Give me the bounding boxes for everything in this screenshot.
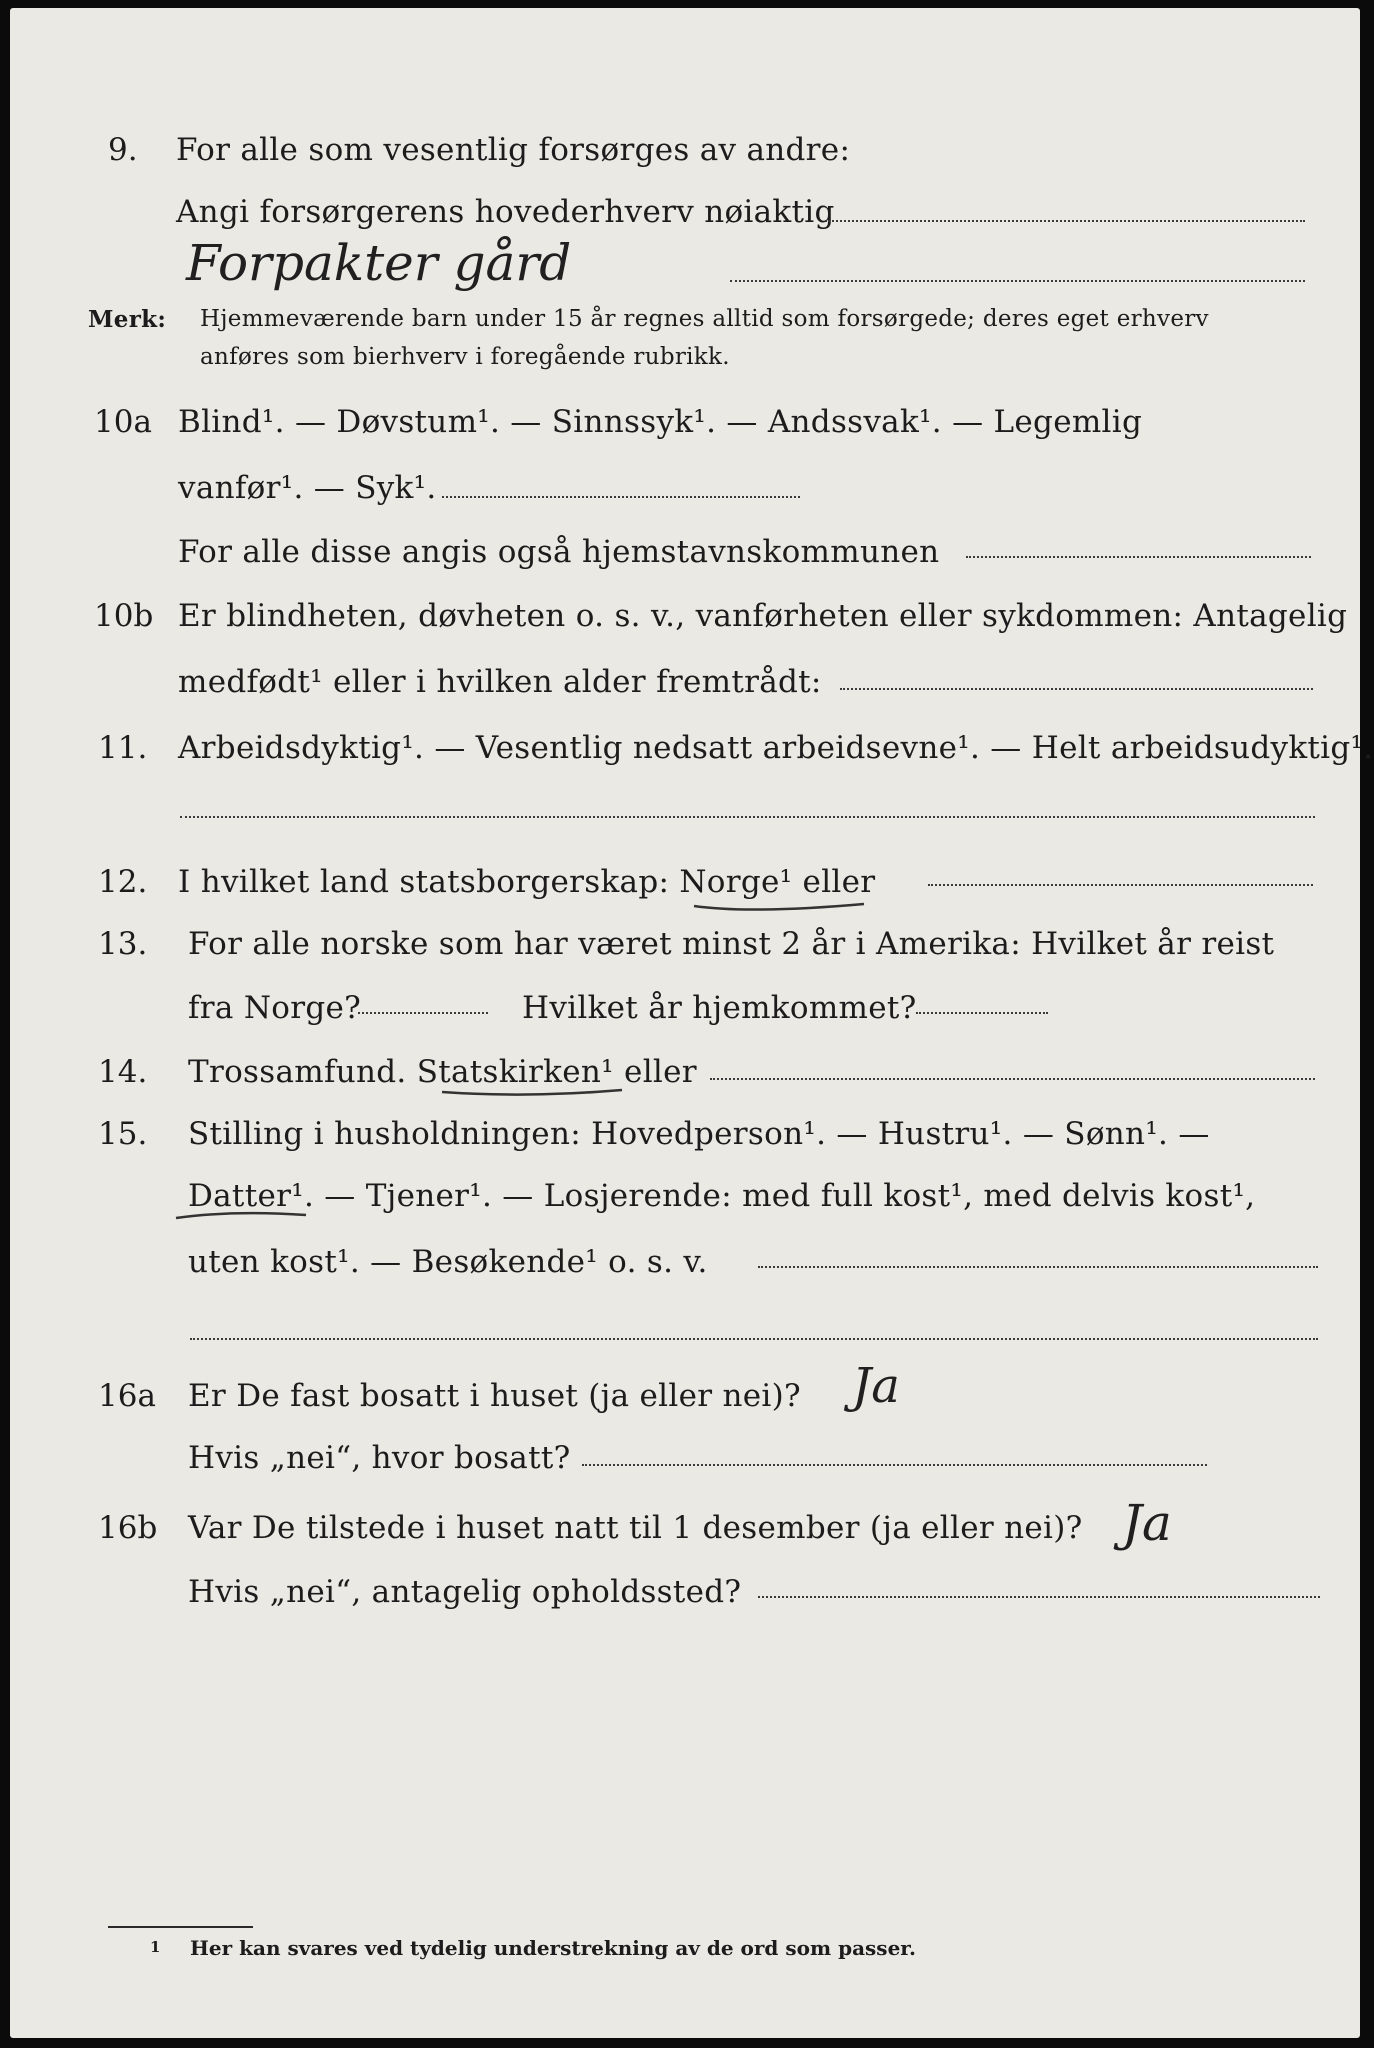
- q12-number: 12.: [98, 864, 148, 900]
- q10b-line2: medfødt¹ eller i hvilken alder fremtrådt:: [178, 664, 822, 700]
- q15-answer-line2: [190, 1338, 1318, 1340]
- q10a-syk-line: [442, 496, 800, 498]
- q16b-line2: Hvis „nei“, antagelig opholdssted?: [188, 1574, 742, 1610]
- q10a-number: 10a: [94, 404, 152, 440]
- q11-line1: Arbeidsdyktig¹. — Vesentlig nedsatt arbeidsevne¹. — Helt arbeidsudyktig¹.: [178, 730, 1374, 766]
- q9-handwritten-answer: Forpakter gård: [186, 234, 572, 292]
- q16a-line1: Er De fast bosatt i huset (ja eller nei)?: [188, 1378, 801, 1414]
- q10b-answer-line: [840, 688, 1313, 690]
- q10b-line1: Er blindheten, døvheten o. s. v., vanførheten eller sykdommen: Antagelig: [178, 598, 1348, 634]
- q13-hjemkommet-line: [916, 1012, 1048, 1014]
- q9-line2: Angi forsørgerens hovederhverv nøiaktig: [176, 194, 835, 230]
- footnote-rule: [108, 1926, 253, 1928]
- q15-line3: uten kost¹. — Besøkende¹ o. s. v.: [188, 1244, 708, 1280]
- q16b-answer-line: [758, 1596, 1320, 1598]
- q14-number: 14.: [98, 1054, 148, 1090]
- q9-answer-line: [825, 220, 1305, 222]
- q13-reist-line: [358, 1012, 488, 1014]
- footnote-text: Her kan svares ved tydelig understrekning av de ord som passer.: [190, 1936, 916, 1960]
- q16b-line1: Var De tilstede i huset natt til 1 desember (ja eller nei)?: [188, 1510, 1083, 1546]
- q14-answer-line: [710, 1078, 1315, 1080]
- q13-line2a: fra Norge?: [188, 990, 362, 1026]
- q12-answer-line: [928, 884, 1313, 886]
- q13-line2b: Hvilket år hjemkommet?: [522, 990, 917, 1026]
- q14-line1: Trossamfund. Statskirken¹ eller: [188, 1054, 697, 1090]
- q12-norge-underline: [690, 896, 870, 920]
- q9-line1: For alle som vesentlig forsørges av andre:: [176, 132, 851, 168]
- q13-line1: For alle norske som har været minst 2 år i Amerika: Hvilket år reist: [188, 926, 1275, 962]
- q11-answer-line: [180, 816, 1315, 818]
- census-form-page: [10, 8, 1374, 2038]
- merk-label: Merk:: [88, 306, 167, 333]
- q16a-handwritten-answer: Ja: [852, 1358, 900, 1414]
- q10a-line1: Blind¹. — Døvstum¹. — Sinnssyk¹. — Andssvak¹. — Legemlig: [178, 404, 1143, 440]
- q10a-line2: vanfør¹. — Syk¹.: [178, 470, 437, 506]
- q10a-hjemstavn-line: [966, 556, 1311, 558]
- q15-answer-line: [758, 1266, 1318, 1268]
- q16b-handwritten-answer: Ja: [1122, 1494, 1172, 1552]
- q15-datter-underline: [172, 1206, 312, 1226]
- footnote-mark: 1: [150, 1938, 161, 1956]
- q15-number: 15.: [98, 1116, 148, 1152]
- q16a-line2: Hvis „nei“, hvor bosatt?: [188, 1440, 571, 1476]
- q16a-answer-line: [582, 1464, 1207, 1466]
- q9-answer-line2: [730, 280, 1305, 282]
- q16a-number: 16a: [98, 1378, 156, 1414]
- q10a-line3: For alle disse angis også hjemstavnskommunen: [178, 534, 940, 570]
- merk-line1: Hjemmeværende barn under 15 år regnes alltid som forsørgede; deres eget erhverv: [200, 306, 1209, 332]
- q11-number: 11.: [98, 730, 148, 766]
- q14-statskirken-underline: [438, 1084, 628, 1102]
- q15-line1: Stilling i husholdningen: Hovedperson¹. — Hustru¹. — Sønn¹. —: [188, 1116, 1210, 1152]
- q10b-number: 10b: [94, 598, 154, 634]
- q13-number: 13.: [98, 926, 148, 962]
- q16b-number: 16b: [98, 1510, 158, 1546]
- q12-line1: I hvilket land statsborgerskap: Norge¹ eller: [178, 864, 876, 900]
- q15-line2: Datter¹. — Tjener¹. — Losjerende: med full kost¹, med delvis kost¹,: [188, 1178, 1256, 1214]
- merk-line2: anføres som bierhverv i foregående rubrikk.: [200, 344, 730, 370]
- q9-number: 9.: [108, 132, 138, 168]
